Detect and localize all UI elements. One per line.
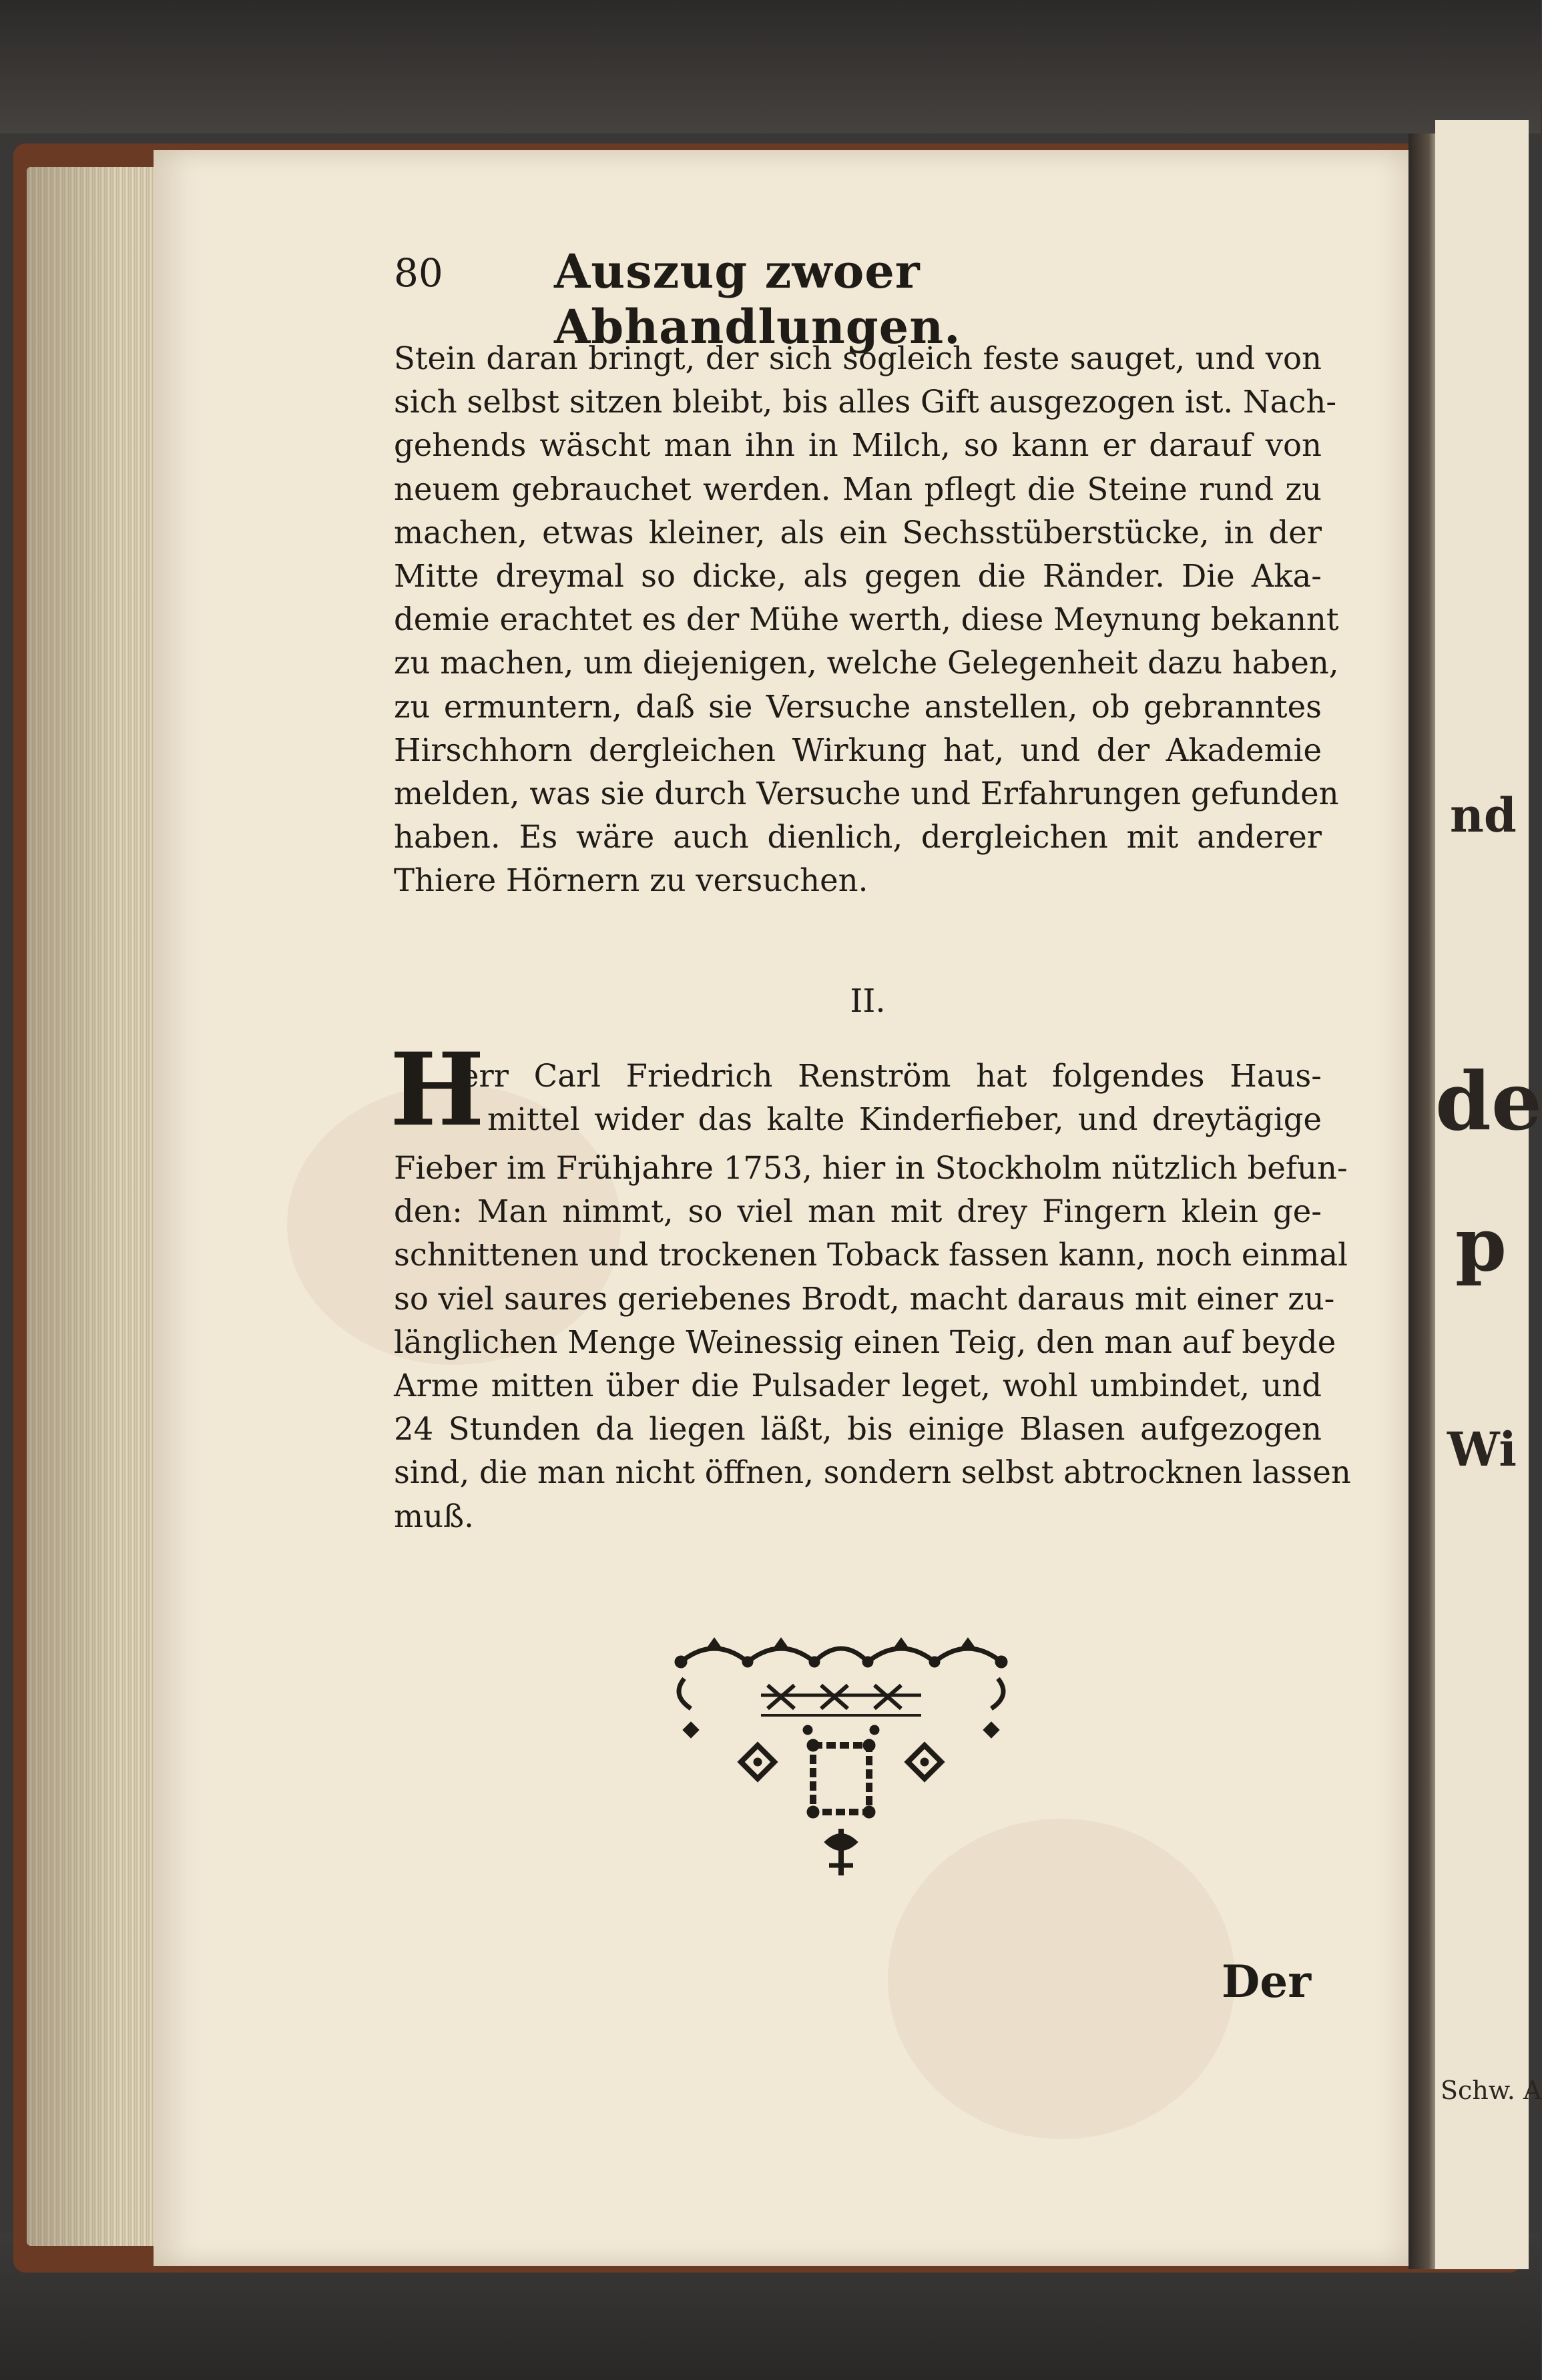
text-line: Mitte dreymal so dicke, als gegen die Ränder. Die Aka-	[394, 557, 1322, 594]
paragraph-2-second-line	[487, 1098, 1322, 1141]
paragraph-2-first-line	[461, 1055, 1322, 1098]
text-line: melden, was sie durch Versuche und Erfahrungen gefunden	[394, 775, 1339, 812]
drop-cap: H	[390, 1031, 485, 1149]
catchword: Der	[1222, 1956, 1311, 2008]
running-title: Auszug zwoer Abhandlungen.	[554, 244, 961, 354]
text-line: so viel saures geriebenes Brodt, macht daraus mit einer zu-	[394, 1280, 1335, 1317]
text-line: länglichen Menge Weinessig einen Teig, den man auf beyde	[394, 1323, 1336, 1360]
text-line: zu ermuntern, daß sie Versuche anstellen, ob gebranntes	[394, 688, 1322, 725]
facing-page-strip	[1435, 120, 1542, 2269]
paragraph-1	[394, 337, 1339, 902]
text-line: err Carl Friedrich Renström hat folgendes Haus-	[461, 1058, 1322, 1094]
text-line: Thiere Hörnern zu versuchen.	[394, 862, 868, 899]
text-line: zu machen, um diejenigen, welche Gelegenheit dazu haben,	[394, 645, 1339, 681]
backdrop-top	[0, 0, 1541, 133]
text-line: machen, etwas kleiner, als ein Sechsstüberstücke, in der	[394, 514, 1322, 551]
paragraph-2	[394, 1147, 1351, 1538]
page-number: 80	[394, 250, 443, 296]
printers-ornament	[668, 1635, 1015, 1889]
text-line: den: Man nimmt, so viel man mit drey Fingern klein ge-	[394, 1193, 1322, 1230]
section-heading: II.	[850, 982, 886, 1020]
text-line: Fieber im Frühjahre 1753, hier in Stockholm nützlich befun-	[394, 1150, 1348, 1186]
text-line: sich selbst sitzen bleibt, bis alles Gift ausgezogen ist. Nach-	[394, 384, 1337, 420]
text-line: Stein daran bringt, der sich sogleich feste sauget, und von	[394, 340, 1322, 376]
facing-page-fragment: Schw. A	[1441, 2076, 1542, 2105]
text-line: Arme mitten über die Pulsader leget, wohl umbindet, und	[394, 1367, 1322, 1404]
text-line: neuem gebrauchet werden. Man pflegt die Steine rund zu	[394, 471, 1322, 507]
text-line: schnittenen und trockenen Toback fassen kann, noch einmal	[394, 1237, 1348, 1273]
text-line: sind, die man nicht öffnen, sondern selbst abtrocknen lassen	[394, 1454, 1351, 1491]
text-line: haben. Es wäre auch dienlich, dergleichen mit anderer	[394, 819, 1322, 856]
text-line: demie erachtet es der Mühe werth, diese Meynung bekannt	[394, 601, 1339, 638]
text-line: mittel wider das kalte Kinderfieber, und dreytägige	[487, 1101, 1322, 1137]
running-header	[394, 244, 1315, 354]
text-line: 24 Stunden da liegen läßt, bis einige Blasen aufgezogen	[394, 1411, 1322, 1448]
text-line: Hirschhorn dergleichen Wirkung hat, und der Akademie	[394, 731, 1322, 768]
facing-page-fragment: nd	[1450, 788, 1517, 843]
facing-page-fragment: Wi	[1447, 1422, 1517, 1477]
text-line: gehends wäscht man ihn in Milch, so kann er darauf von	[394, 427, 1322, 464]
text-line: muß.	[394, 1498, 474, 1534]
facing-page-fragment: p	[1455, 1201, 1507, 1287]
facing-page-fragment: de	[1435, 1055, 1542, 1149]
